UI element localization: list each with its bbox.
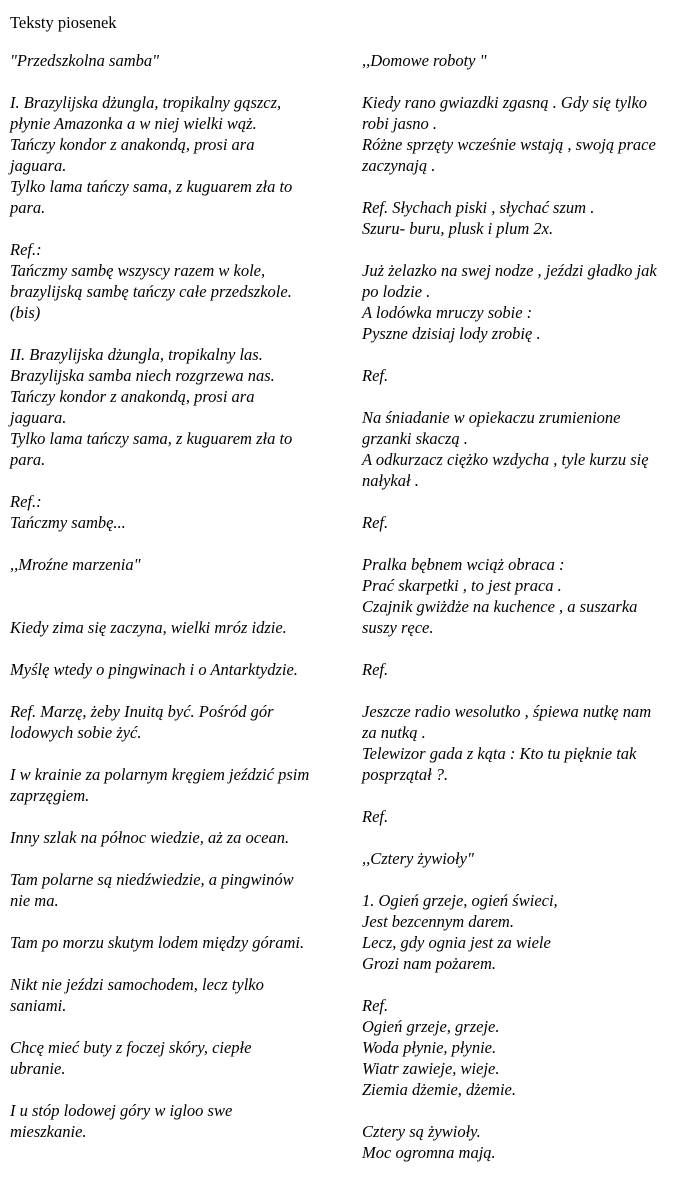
text-line <box>362 71 692 92</box>
text-line <box>10 533 340 554</box>
text-line: Tylko lama tańczy sama, z kuguarem zła to <box>10 177 293 196</box>
text-line: Ref. <box>362 366 389 385</box>
text-line <box>10 575 340 596</box>
text-line: A odkurzacz ciężko wzdycha , tyle kurzu się <box>362 450 649 469</box>
text-line <box>10 743 340 764</box>
text-line <box>10 71 340 92</box>
text-line: lodowych sobie żyć. <box>10 723 142 742</box>
text-line: mieszkanie. <box>10 1122 87 1141</box>
text-line: zaprzęgiem. <box>10 786 90 805</box>
text-line: Ogień grzeje, grzeje. <box>362 1017 500 1036</box>
text-line <box>10 323 340 344</box>
text-line: Tańczy kondor z anakondą, prosi ara <box>10 135 255 154</box>
text-line: Myślę wtedy o pingwinach i o Antarktydzie. <box>10 660 298 679</box>
text-line <box>10 680 340 701</box>
text-line <box>362 785 692 806</box>
text-line <box>10 911 340 932</box>
text-line: "Przedszkolna samba" <box>10 51 160 70</box>
text-line: Kiedy zima się zaczyna, wielki mróz idzie. <box>10 618 287 637</box>
text-line: Tańczy kondor z anakondą, prosi ara <box>10 387 255 406</box>
text-line: II. Brazylijska dżungla, tropikalny las. <box>10 345 263 364</box>
text-line <box>10 638 340 659</box>
text-line: grzanki skaczą . <box>362 429 468 448</box>
text-line <box>10 470 340 491</box>
text-line: Szuru- buru, plusk i plum 2x. <box>362 219 554 238</box>
text-line: ubranie. <box>10 1059 66 1078</box>
text-line: Chcę mieć buty z foczej skóry, ciepłe <box>10 1038 252 1057</box>
text-line: I. Brazylijska dżungla, tropikalny gąszcz, <box>10 93 282 112</box>
text-line: Kiedy rano gwiazdki zgasną . Gdy się tylko <box>362 93 648 112</box>
text-line: robi jasno . <box>362 114 438 133</box>
text-line <box>10 1016 340 1037</box>
text-line <box>362 869 692 890</box>
text-line: Grozi nam pożarem. <box>362 954 496 973</box>
text-line <box>10 848 340 869</box>
text-line: Czajnik gwiżdże na kuchence , a suszarka <box>362 597 638 616</box>
text-line: para. <box>10 198 46 217</box>
text-line: para. <box>10 450 46 469</box>
text-line <box>362 491 692 512</box>
text-line: nałykał . <box>362 471 419 490</box>
text-line <box>362 1100 692 1121</box>
text-line <box>10 1079 340 1100</box>
text-line: Ref. <box>362 513 389 532</box>
text-line: Tylko lama tańczy sama, z kuguarem zła to <box>10 429 293 448</box>
text-line <box>362 533 692 554</box>
text-line: Ziemia dżemie, dżemie. <box>362 1080 516 1099</box>
text-line: Ref. Słychach piski , słychać szum . <box>362 198 595 217</box>
text-line: Ref.: <box>10 240 42 259</box>
text-line: po lodzie . <box>362 282 431 301</box>
text-line: Cztery są żywioły. <box>362 1122 481 1141</box>
right-column <box>362 50 692 1163</box>
text-line: Ref. <box>362 996 389 1015</box>
text-line <box>362 827 692 848</box>
text-line <box>362 176 692 197</box>
text-line: Tańczmy sambę wszyscy razem w kole, <box>10 261 266 280</box>
text-line: suszy ręce. <box>362 618 434 637</box>
text-line: ,,Domowe roboty " <box>362 51 487 70</box>
text-line: (bis) <box>10 303 41 322</box>
text-line: saniami. <box>10 996 67 1015</box>
text-line: I u stóp lodowej góry w igloo swe <box>10 1101 233 1120</box>
text-line <box>10 806 340 827</box>
text-line <box>362 344 692 365</box>
text-line: Lecz, gdy ognia jest za wiele <box>362 933 551 952</box>
text-line <box>362 386 692 407</box>
text-line <box>362 974 692 995</box>
text-line: płynie Amazonka a w niej wielki wąż. <box>10 114 257 133</box>
text-line: Wiatr zawieje, wieje. <box>362 1059 500 1078</box>
text-line: posprzątał ?. <box>362 765 449 784</box>
text-line: Tam polarne są niedźwiedzie, a pingwinów <box>10 870 294 889</box>
text-line: jaguara. <box>10 156 67 175</box>
text-line <box>10 953 340 974</box>
left-column <box>10 50 340 1142</box>
text-line: jaguara. <box>10 408 67 427</box>
text-line <box>362 680 692 701</box>
text-line <box>362 239 692 260</box>
text-line: Ref. <box>362 807 389 826</box>
text-line: Pralka bębnem wciąż obraca : <box>362 555 565 574</box>
text-line: Różne sprzęty wcześnie wstają , swoją prace <box>362 135 656 154</box>
text-line: Ref. <box>362 660 389 679</box>
text-line: za nutką . <box>362 723 426 742</box>
text-line: brazylijską sambę tańczy całe przedszkole. <box>10 282 292 301</box>
text-line <box>362 638 692 659</box>
text-line: Prać skarpetki , to jest praca . <box>362 576 562 595</box>
text-line: zaczynają . <box>362 156 436 175</box>
text-line: 1. Ogień grzeje, ogień świeci, <box>362 891 558 910</box>
text-line: Tam po morzu skutym lodem między górami. <box>10 933 305 952</box>
text-line: nie ma. <box>10 891 59 910</box>
text-line: Tańczmy sambę... <box>10 513 126 532</box>
text-line: ,,Mroźne marzenia" <box>10 555 141 574</box>
text-line: Jest bezcennym darem. <box>362 912 514 931</box>
text-line: Moc ogromna mają. <box>362 1143 496 1162</box>
text-line: A lodówka mruczy sobie : <box>362 303 533 322</box>
text-line: Inny szlak na północ wiedzie, aż za ocean. <box>10 828 290 847</box>
text-line: Na śniadanie w opiekaczu zrumienione <box>362 408 621 427</box>
text-line: Ref. Marzę, żeby Inuitą być. Pośród gór <box>10 702 274 721</box>
text-line: Ref.: <box>10 492 42 511</box>
text-line <box>10 218 340 239</box>
text-line: Jeszcze radio wesolutko , śpiewa nutkę nam <box>362 702 652 721</box>
text-line <box>10 596 340 617</box>
text-line: Telewizor gada z kąta : Kto tu pięknie tak <box>362 744 637 763</box>
text-line: Nikt nie jeździ samochodem, lecz tylko <box>10 975 264 994</box>
text-line: Pyszne dzisiaj lody zrobię . <box>362 324 541 343</box>
text-line: Woda płynie, płynie. <box>362 1038 497 1057</box>
text-line: ,,Cztery żywioły" <box>362 849 474 868</box>
text-line: Brazylijska samba niech rozgrzewa nas. <box>10 366 275 385</box>
page-heading: Teksty piosenek <box>10 13 117 32</box>
text-line: I w krainie za polarnym kręgiem jeździć psim <box>10 765 310 784</box>
text-line: Już żelazko na swej nodze , jeździ gładko jak <box>362 261 657 280</box>
